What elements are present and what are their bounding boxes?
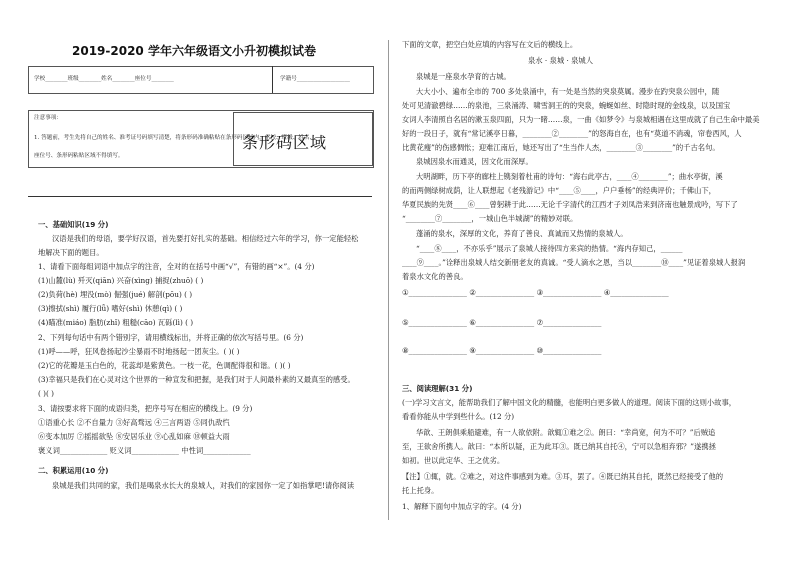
notice-body-1: 1. 答题前，考生先将自己的姓名、准考证号码填写清楚，将条形码准确粘贴在条形码区域内。学校、班级、姓名、	[34, 135, 316, 141]
q2-sentence-3[interactable]: (3)幸福只是我们在心灵对这个世界的一种宣发和把握，是我们对于人间最朴素的又最真至的感受。	[38, 375, 355, 384]
q2-sentence-2[interactable]: (2)它的花瓣是玉白色的，花蕊却是紫黄色。一枝一花，色调配得很和谐。( )( )	[38, 361, 291, 370]
answer-blanks-1[interactable]: ①________________ ②________________ ③________________ ④________________	[402, 288, 669, 297]
passage-line-11[interactable]: “________⑦________，一城山色半城湖”的精妙对联。	[402, 214, 578, 223]
q1-row-4[interactable]: (4)瞄准(miáo) 脂肪(zhǐ) 粗糙(cāo) 瓦砾(lì) ( )	[38, 318, 194, 327]
reading-question-1: 1、解释下面句中加点字的字。(4 分)	[402, 502, 522, 511]
passage-line-9[interactable]: 的而两侧绿树成荫，让人联想起《老残游记》中“____⑤____，户户垂杨”的经典评价；千佛山下，	[402, 186, 716, 195]
annotation-2: 托上托身。	[402, 486, 439, 495]
exam-number-field[interactable]: 学籍号___________________	[280, 76, 350, 82]
classical-text-2: 至，王欲舍所携人。歆曰：“本所以疑，正为此耳③。既已纳其自托④，宁可以急相弃邪？”遂携拯	[402, 442, 716, 451]
reading-intro-2: 看看你能从中学到些什么。(12 分)	[402, 412, 515, 421]
classical-text-1: 华歆、王朗俱乘船避难，有一人欲依附。歆辄①难之②。朗曰：“幸尚宽，何为不可？”后贼追	[416, 428, 716, 437]
passage-line-1: 泉城是一座泉水孕育的古城。	[416, 72, 511, 81]
passage-instruction: 下面的文章，把空白处应填的内容写在文后的横线上。	[402, 40, 578, 49]
exam-title: 2019-2020 学年六年级语文小升初模拟试卷	[72, 44, 316, 58]
q2-sentence-1[interactable]: (1)呼——呼，狂风卷扬起沙尘暴雨不时地扬起一团灰尘。( )( )	[38, 347, 240, 356]
notice-body-2: 座位号、条形码粘贴区域不得填写。	[34, 153, 124, 159]
q3-answer-lines[interactable]: 褒义词_____________ 贬义词_____________ 中性词_____________	[38, 446, 251, 455]
barcode-label: 条形码区域	[242, 133, 328, 152]
notice-title: 注意事项：	[34, 115, 62, 121]
passage-line-4: 女词人李清照自名居的漱玉泉四面，只为一睹……泉，一曲《如梦令》与泉城相遇在这里成就了自己生命中最美	[402, 115, 760, 124]
q1-row-3[interactable]: (3)擦拭(shì) 履行(lǚ) 嗜好(shì) 休憩(qì) ( )	[38, 304, 183, 313]
annotation-1: 【注】①辄，就。②难之，对这件事感到为难。③耳，罢了。④既已纳其自托，既然已经接受了他的	[402, 472, 724, 481]
section-3-title: 三、阅读理解(31 分)	[402, 384, 473, 393]
passage-line-13[interactable]: “____⑧____，不亦乐乎”展示了泉城人接待四方来宾的热情。“海内存知己，______	[416, 244, 683, 253]
section-1-intro-1: 汉语是我们的母语，要学好汉语，首先要打好扎实的基础。相信经过六年的学习，你一定能轻松	[52, 234, 359, 243]
passage-line-15: 着泉水文化的善良。	[402, 272, 468, 281]
question-1: 1、请看下面每组词语中加点字的注音，全对的在括号中画“√”，有错的画“×”。(4 分)	[38, 262, 315, 271]
passage-line-3: 处可见清澈碧绿……的泉池，三泉涌涛、啸雪洞王的的突泉，蜿蜒如丝、时隐时现的金线泉，以及国宝	[402, 101, 731, 110]
section-2-title: 二、积累运用(10 分)	[38, 466, 109, 475]
passage-line-2: 大大小小、遍布全市的 700 多处泉涌中，有一处是当然的突泉莫属。漫步在趵突泉公园中，随	[416, 87, 720, 96]
section-2-intro: 泉城是我们共同的家，我们是喝泉水长大的泉城人，对我们的家园你一定了如指掌吧!请你阅读	[52, 481, 355, 490]
answer-blanks-2[interactable]: ⑤________________ ⑥________________ ⑦________________	[402, 318, 602, 327]
passage-line-7: 泉城因泉水而通灵，因文化而深厚。	[416, 157, 533, 166]
q1-row-1[interactable]: (1)山麓(lù) 歼灭(qiān) 兴奋(xìng) 捕捉(zhuō) ( )	[38, 276, 204, 285]
question-3: 3、请按要求将下面的成语归类，把序号写在相应的横线上。(9 分)	[38, 404, 253, 413]
passage-line-12: 蓬涌的泉水，深厚的文化，养育了善良、真诚而又热情的泉城人。	[416, 229, 628, 238]
info-box-divider	[272, 66, 273, 93]
q1-row-2[interactable]: (2)负荷(hè) 埋没(mò) 倔强(jué) 解剖(pōu) ( )	[38, 290, 193, 299]
question-2: 2、下列每句话中有两个错别字，请用横线标出，并将正确的依次写括号里。(6 分)	[38, 333, 304, 342]
passage-line-6[interactable]: 比黄花瘦”的伤感惆怅；迎难江南后，她还写出了“生当作人杰，________③________”的千古名句。	[402, 143, 720, 152]
section-1-title: 一、基础知识(19 分)	[38, 220, 109, 229]
passage-title: 泉水 · 泉城 · 泉城人	[528, 56, 593, 65]
student-fields[interactable]: 学校________班级________姓名________座位号________	[34, 76, 174, 82]
passage-line-14[interactable]: ____⑨____。”诠释出泉城人结交新朋老友的真诚。“受人滴水之恩，当以________⑩____”见证着泉城人报润	[402, 258, 746, 267]
passage-line-8[interactable]: 大明湖畔，历下亭的廊柱上镌刻着杜甫的诗句：“海右此亭古，____④________”；曲水亭街，溪	[416, 172, 723, 181]
passage-line-10[interactable]: 华夏民族的先贤____⑥____曾躬耕于此……无论千字清代的江西才子刘凤浩来到济南也触景成吟，写下了	[402, 200, 738, 209]
q3-idioms-2: ⑥变本加厉 ⑦摇摇欲坠 ⑧安居乐业 ⑨心乱如麻 ⑩顿益大雨	[38, 432, 230, 441]
section-1-intro-2: 地解决下面的题目。	[38, 248, 104, 257]
passage-line-5[interactable]: 好的一段日子，就有“常记溪亭日暮，________②________”的怒海自在，也有“莫道不消魂，帘卷西风，人	[402, 129, 742, 138]
header-divider	[28, 196, 372, 197]
answer-blanks-3[interactable]: ⑧________________ ⑨________________ ⑩________________	[402, 346, 602, 355]
column-separator	[388, 40, 389, 520]
classical-text-3: 如初。世以此定华、王之优劣。	[402, 456, 505, 465]
q3-idioms-1: ①语重心长 ②不自量力 ③好高骛远 ④三言两语 ⑤同仇敌忾	[38, 418, 230, 427]
reading-intro-1: (一)学习文言文，能帮助我们了解中国文化的精髓，也能明白更多做人的道理。阅读下面的这则小故事，	[402, 398, 737, 407]
q2-sentence-3-answers[interactable]: ( )( )	[38, 389, 55, 398]
